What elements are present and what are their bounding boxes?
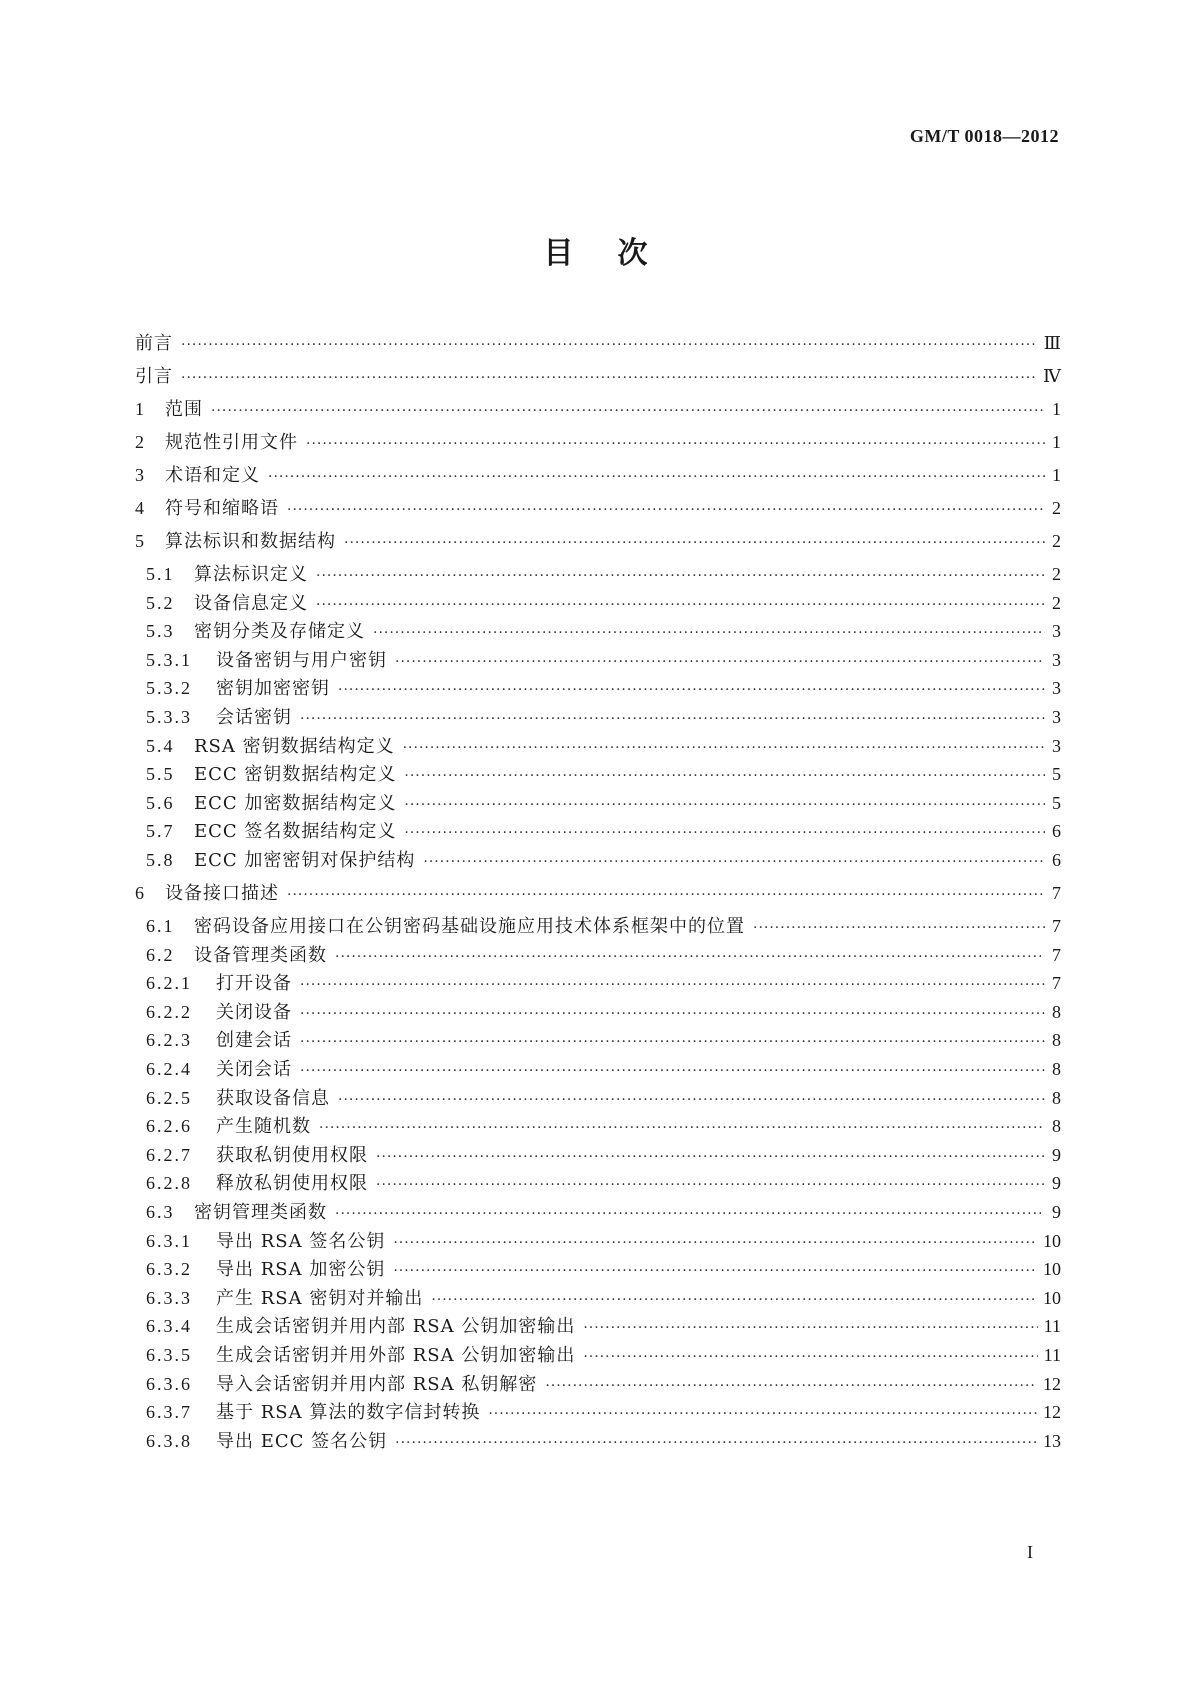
toc-entry[interactable] xyxy=(146,677,1061,701)
toc-entry-title: ECC 密钥数据结构定义 xyxy=(194,764,397,786)
toc-entry[interactable] xyxy=(135,497,1061,521)
toc-entry-title: ECC 加密数据结构定义 xyxy=(194,792,397,814)
toc-entry[interactable] xyxy=(146,1287,1061,1311)
page-title: 目次 xyxy=(543,236,692,271)
toc-entry[interactable] xyxy=(146,1315,1061,1339)
toc-entry-title: 基于 RSA 算法的数字信封转换 xyxy=(216,1402,481,1424)
toc-entry-page: 11 xyxy=(1043,1316,1061,1337)
toc-entry-title: 获取私钥使用权限 xyxy=(216,1144,368,1166)
toc-leader-dots xyxy=(753,917,1045,939)
toc-leader-dots xyxy=(338,679,1045,701)
toc-leader-dots xyxy=(403,737,1045,759)
toc-entry-page: 2 xyxy=(1052,564,1061,584)
toc-entry-title: 创建会话 xyxy=(216,1030,292,1052)
toc-leader-dots xyxy=(300,1031,1045,1053)
toc-entry-page: 1 xyxy=(1052,465,1061,485)
toc-entry[interactable] xyxy=(146,1087,1061,1111)
toc-entry-page: 10 xyxy=(1043,1230,1061,1251)
toc-entry-number: 5.3.1 xyxy=(146,649,192,670)
toc-entry[interactable] xyxy=(146,972,1061,996)
toc-leader-dots xyxy=(373,622,1045,644)
toc-entry-page: 3 xyxy=(1052,621,1061,642)
toc-leader-dots xyxy=(395,1432,1037,1454)
toc-entry[interactable] xyxy=(146,1344,1061,1368)
toc-entry-number: 5.5 xyxy=(146,764,175,785)
toc-leader-dots xyxy=(404,794,1045,816)
toc-leader-dots xyxy=(300,1003,1045,1025)
toc-entry[interactable] xyxy=(146,763,1061,787)
toc-leader-dots xyxy=(393,1260,1037,1282)
page-number: I xyxy=(1027,1542,1033,1562)
toc-entry[interactable] xyxy=(135,530,1061,554)
toc-entry[interactable] xyxy=(146,592,1061,616)
toc-entry[interactable] xyxy=(135,398,1061,422)
toc-leader-dots xyxy=(404,765,1045,787)
toc-entry[interactable] xyxy=(146,563,1061,587)
toc-entry-page: 9 xyxy=(1052,1173,1061,1194)
toc-entry-number: 6.3.5 xyxy=(146,1345,192,1365)
toc-entry[interactable] xyxy=(135,365,1061,389)
toc-entry[interactable] xyxy=(146,1144,1061,1168)
toc-leader-dots xyxy=(393,1232,1037,1254)
toc-entry[interactable] xyxy=(146,735,1061,759)
toc-entry[interactable] xyxy=(135,332,1061,356)
toc-leader-dots xyxy=(300,1060,1045,1082)
toc-entry[interactable] xyxy=(146,620,1061,644)
toc-entry-number: 3 xyxy=(135,465,146,485)
toc-entry-page: 1 xyxy=(1052,399,1061,419)
toc-leader-dots xyxy=(268,466,1045,488)
toc-entry-number: 1 xyxy=(135,399,146,419)
toc-entry-page: 6 xyxy=(1052,850,1061,870)
toc-entry-number: 6.2.7 xyxy=(146,1144,192,1165)
toc-entry[interactable] xyxy=(146,820,1061,844)
toc-entry-page: 7 xyxy=(1052,883,1061,903)
toc-entry-number: 5.7 xyxy=(146,821,175,842)
toc-entry-page: 8 xyxy=(1052,1116,1061,1137)
toc-entry-title: ECC 签名数据结构定义 xyxy=(194,821,397,843)
toc-entry[interactable] xyxy=(146,915,1061,939)
toc-entry-title: 密钥加密密钥 xyxy=(216,678,330,700)
toc-entry-page: 9 xyxy=(1052,1144,1061,1165)
toc-entry[interactable] xyxy=(146,1115,1061,1139)
toc-entry-page: 8 xyxy=(1052,1030,1061,1051)
toc-entry[interactable] xyxy=(135,464,1061,488)
toc-entry-page: 9 xyxy=(1052,1202,1061,1222)
toc-entry-number: 6.3.8 xyxy=(146,1430,192,1451)
toc-leader-dots xyxy=(395,651,1045,673)
toc-entry[interactable] xyxy=(146,1058,1061,1082)
toc-entry-title: 设备管理类函数 xyxy=(194,944,327,966)
toc-entry-page: 12 xyxy=(1043,1402,1061,1423)
toc-entry-title: 密码设备应用接口在公钥密码基础设施应用技术体系框架中的位置 xyxy=(194,916,745,937)
toc-entry-page: 7 xyxy=(1052,916,1061,936)
toc-entry-page: 3 xyxy=(1052,649,1061,670)
toc-entry-page: Ⅳ xyxy=(1043,366,1061,386)
toc-entry[interactable] xyxy=(146,944,1061,968)
toc-leader-dots xyxy=(376,1146,1045,1168)
toc-entry[interactable] xyxy=(135,882,1061,906)
toc-entry-title: 设备接口描述 xyxy=(165,883,279,904)
toc-entry-number: 6.3.7 xyxy=(146,1402,192,1423)
toc-leader-dots xyxy=(316,594,1045,616)
toc-entry-number: 6.3.2 xyxy=(146,1259,192,1280)
toc-entry-title: 生成会话密钥并用内部 RSA 公钥加密输出 xyxy=(216,1316,576,1338)
toc-entry[interactable] xyxy=(146,1258,1061,1282)
toc-entry-page: 5 xyxy=(1052,764,1061,785)
toc-entry-number: 6.3.1 xyxy=(146,1230,192,1251)
toc-entry-title: 导出 ECC 签名公钥 xyxy=(216,1430,388,1452)
toc-entry[interactable] xyxy=(146,1430,1061,1454)
toc-entry-number: 6.2 xyxy=(146,944,175,965)
toc-entry[interactable] xyxy=(146,1373,1061,1397)
toc-leader-dots xyxy=(344,532,1045,554)
toc-entry[interactable] xyxy=(146,1172,1061,1196)
toc-entry-number: 5.2 xyxy=(146,592,175,613)
toc-leader-dots xyxy=(335,946,1045,968)
toc-entry-page: 12 xyxy=(1043,1373,1061,1394)
toc-entry[interactable] xyxy=(146,1230,1061,1254)
toc-entry-title: 密钥分类及存储定义 xyxy=(194,621,365,643)
toc-leader-dots xyxy=(300,974,1045,996)
toc-entry-title: 获取设备信息 xyxy=(216,1087,330,1109)
toc-entry[interactable] xyxy=(146,1001,1061,1025)
toc-entry-page: 3 xyxy=(1052,678,1061,699)
toc-entry-number: 5.8 xyxy=(146,850,175,870)
toc-entry-page: 1 xyxy=(1052,432,1061,452)
toc-entry-title: 设备密钥与用户密钥 xyxy=(216,649,387,671)
toc-entry-page: 3 xyxy=(1052,707,1061,727)
toc-leader-dots xyxy=(583,1346,1037,1368)
toc-entry-page: 7 xyxy=(1052,973,1061,994)
toc-entry[interactable] xyxy=(146,792,1061,816)
toc-entry-number: 6.2.6 xyxy=(146,1116,192,1137)
toc-entry-title: 密钥管理类函数 xyxy=(194,1202,327,1223)
toc-entry-number: 5.3.2 xyxy=(146,678,192,699)
toc-entry-title: 术语和定义 xyxy=(165,465,260,486)
toc-entry-number: 6.2.8 xyxy=(146,1173,192,1194)
toc-entry-number: 6.1 xyxy=(146,916,175,936)
toc-entry-page: 8 xyxy=(1052,1059,1061,1079)
toc-entry-number: 5.4 xyxy=(146,735,175,756)
toc-entry[interactable] xyxy=(146,849,1061,873)
toc-entry-title: 释放私钥使用权限 xyxy=(216,1173,368,1195)
toc-entry-number: 6.2.1 xyxy=(146,973,192,994)
toc-entry-title: 导入会话密钥并用内部 RSA 私钥解密 xyxy=(216,1373,538,1395)
toc-entry-page: 11 xyxy=(1043,1345,1061,1365)
toc-entry-page: 10 xyxy=(1043,1287,1061,1308)
toc-leader-dots xyxy=(335,1203,1045,1225)
toc-entry-title: 算法标识和数据结构 xyxy=(165,531,336,552)
toc-entry-title: 关闭设备 xyxy=(216,1001,292,1023)
toc-entry-page: Ⅲ xyxy=(1043,333,1061,353)
toc-entry[interactable] xyxy=(146,1029,1061,1053)
toc-entry[interactable] xyxy=(146,649,1061,673)
toc-entry[interactable] xyxy=(135,431,1061,455)
toc-entry-title: 导出 RSA 签名公钥 xyxy=(216,1230,386,1252)
toc-entry-page: 8 xyxy=(1052,1001,1061,1022)
toc-leader-dots xyxy=(181,334,1038,356)
toc-entry-title: 算法标识定义 xyxy=(194,564,308,585)
toc-entry-number: 2 xyxy=(135,432,146,452)
toc-entry-page: 7 xyxy=(1052,944,1061,965)
toc-entry-number: 6.2.2 xyxy=(146,1001,192,1022)
toc-entry-number: 4 xyxy=(135,498,146,518)
toc-entry-number: 6 xyxy=(135,883,146,903)
toc-entry-title: 范围 xyxy=(165,399,203,420)
toc-entry-page: 10 xyxy=(1043,1259,1061,1280)
toc-leader-dots xyxy=(306,433,1045,455)
toc-entry-page: 2 xyxy=(1052,592,1061,613)
toc-entry-page: 8 xyxy=(1052,1087,1061,1108)
toc-entry-title: 导出 RSA 加密公钥 xyxy=(216,1259,386,1281)
toc-entry-title: RSA 密钥数据结构定义 xyxy=(194,735,395,757)
toc-entry-page: 2 xyxy=(1052,498,1061,518)
toc-entry-number: 6.3 xyxy=(146,1202,175,1222)
toc-leader-dots xyxy=(404,822,1045,844)
toc-leader-dots xyxy=(181,367,1037,389)
toc-entry-title: 生成会话密钥并用外部 RSA 公钥加密输出 xyxy=(216,1345,576,1366)
toc-entry-title: 产生 RSA 密钥对并输出 xyxy=(216,1287,424,1309)
toc-entry-title: 产生随机数 xyxy=(216,1116,311,1138)
toc-leader-dots xyxy=(376,1174,1045,1196)
toc-leader-dots xyxy=(583,1317,1037,1339)
toc-leader-dots xyxy=(338,1089,1045,1111)
toc-leader-dots xyxy=(431,1289,1037,1311)
document-code: GM/T 0018—2012 xyxy=(909,126,1059,146)
toc-leader-dots xyxy=(423,851,1045,873)
toc-entry[interactable] xyxy=(146,1201,1061,1225)
toc-entry-page: 5 xyxy=(1052,792,1061,813)
toc-entry-title: ECC 加密密钥对保护结构 xyxy=(194,850,416,871)
toc-entry-title: 前言 xyxy=(135,333,173,354)
toc-entry-number: 6.2.4 xyxy=(146,1059,192,1079)
toc-entry-number: 5.1 xyxy=(146,564,175,584)
toc-entry-number: 6.3.3 xyxy=(146,1287,192,1308)
toc-entry-page: 2 xyxy=(1052,531,1061,551)
toc-entry-page: 6 xyxy=(1052,821,1061,842)
toc-entry-title: 关闭会话 xyxy=(216,1059,292,1080)
toc-entry-number: 6.2.5 xyxy=(146,1087,192,1108)
toc-leader-dots xyxy=(319,1117,1045,1139)
toc-entry-number: 6.2.3 xyxy=(146,1030,192,1051)
toc-entry[interactable] xyxy=(146,706,1061,730)
toc-entry-number: 6.3.6 xyxy=(146,1373,192,1394)
toc-leader-dots xyxy=(287,499,1045,521)
toc-leader-dots xyxy=(287,884,1045,906)
toc-entry-page: 13 xyxy=(1043,1430,1061,1451)
toc-leader-dots xyxy=(488,1403,1037,1425)
toc-entry-number: 6.3.4 xyxy=(146,1316,192,1337)
toc-entry-number: 5.6 xyxy=(146,792,175,813)
toc-entry-number: 5.3 xyxy=(146,621,175,642)
toc-leader-dots xyxy=(211,400,1045,422)
toc-entry-number: 5 xyxy=(135,531,146,551)
toc-entry-page: 3 xyxy=(1052,735,1061,756)
toc-entry-title: 打开设备 xyxy=(216,973,292,995)
toc-entry-title: 规范性引用文件 xyxy=(165,432,298,453)
toc-leader-dots xyxy=(316,565,1045,587)
toc-entry[interactable] xyxy=(146,1401,1061,1425)
toc-entry-title: 引言 xyxy=(135,366,173,387)
toc-entry-title: 会话密钥 xyxy=(216,707,292,728)
toc-leader-dots xyxy=(300,708,1045,730)
toc-entry-title: 设备信息定义 xyxy=(194,592,308,614)
toc-entry-title: 符号和缩略语 xyxy=(165,498,279,519)
toc-entry-number: 5.3.3 xyxy=(146,707,192,727)
toc-leader-dots xyxy=(545,1375,1037,1397)
